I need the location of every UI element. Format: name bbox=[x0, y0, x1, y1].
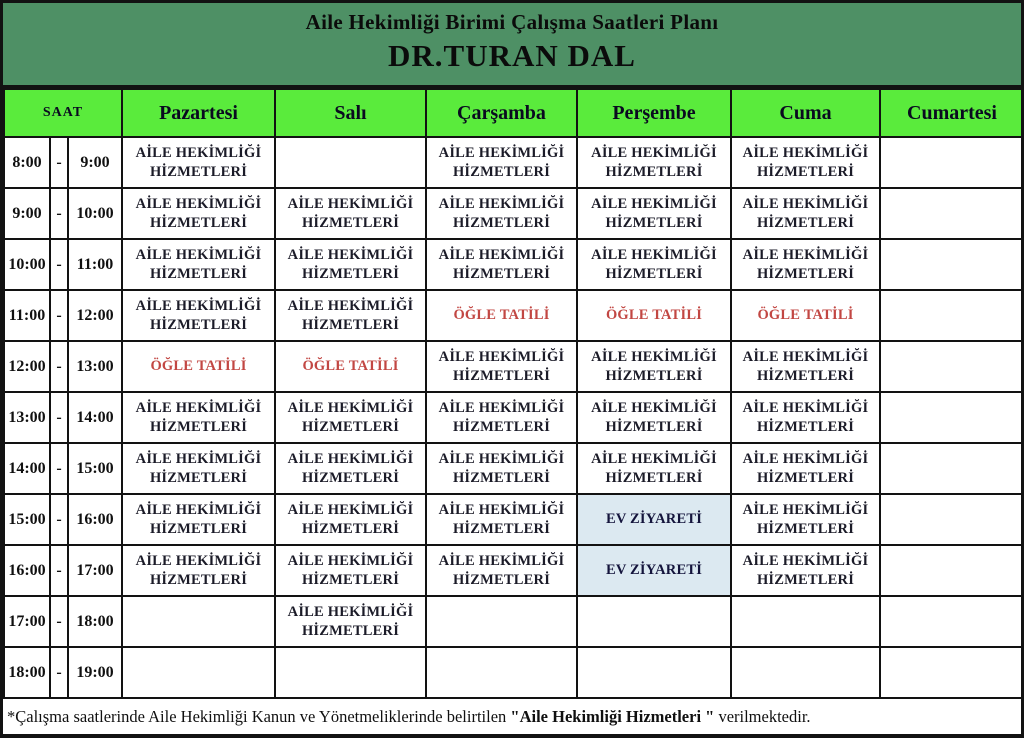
time-end: 14:00 bbox=[68, 392, 122, 443]
footnote-bold: "Aile Hekimliği Hizmetleri " bbox=[510, 706, 715, 726]
page-title: Aile Hekimliği Birimi Çalışma Saatleri Planı bbox=[305, 10, 719, 34]
schedule-cell: AİLE HEKİMLİĞİ HİZMETLERİ bbox=[122, 443, 275, 494]
day-header-saturday: Cumartesi bbox=[880, 89, 1024, 137]
time-separator: - bbox=[50, 341, 68, 392]
schedule-cell: AİLE HEKİMLİĞİ HİZMETLERİ bbox=[122, 188, 275, 239]
schedule-cell: AİLE HEKİMLİĞİ HİZMETLERİ bbox=[731, 494, 880, 545]
schedule-cell bbox=[880, 443, 1024, 494]
schedule-cell: AİLE HEKİMLİĞİ HİZMETLERİ bbox=[731, 341, 880, 392]
schedule-cell: ÖĞLE TATİLİ bbox=[577, 290, 731, 341]
schedule-cell: ÖĞLE TATİLİ bbox=[426, 290, 577, 341]
time-end: 12:00 bbox=[68, 290, 122, 341]
schedule-cell bbox=[880, 188, 1024, 239]
schedule-cell: AİLE HEKİMLİĞİ HİZMETLERİ bbox=[426, 341, 577, 392]
time-end: 10:00 bbox=[68, 188, 122, 239]
schedule-table bbox=[3, 88, 1024, 699]
schedule-cell bbox=[880, 290, 1024, 341]
schedule-cell: AİLE HEKİMLİĞİ HİZMETLERİ bbox=[731, 545, 880, 596]
schedule-cell bbox=[880, 239, 1024, 290]
time-separator: - bbox=[50, 647, 68, 698]
schedule-cell: AİLE HEKİMLİĞİ HİZMETLERİ bbox=[275, 596, 426, 647]
time-separator: - bbox=[50, 290, 68, 341]
schedule-cell: AİLE HEKİMLİĞİ HİZMETLERİ bbox=[577, 341, 731, 392]
schedule-cell bbox=[122, 647, 275, 698]
time-start: 12:00 bbox=[4, 341, 50, 392]
schedule-cell: AİLE HEKİMLİĞİ HİZMETLERİ bbox=[577, 137, 731, 188]
schedule-cell: ÖĞLE TATİLİ bbox=[275, 341, 426, 392]
time-separator: - bbox=[50, 392, 68, 443]
time-end: 11:00 bbox=[68, 239, 122, 290]
schedule-cell: AİLE HEKİMLİĞİ HİZMETLERİ bbox=[577, 188, 731, 239]
doctor-name: DR.TURAN DAL bbox=[388, 38, 636, 73]
schedule-row bbox=[4, 239, 1024, 290]
day-header-friday: Cuma bbox=[731, 89, 880, 137]
time-start: 9:00 bbox=[4, 188, 50, 239]
schedule-cell: AİLE HEKİMLİĞİ HİZMETLERİ bbox=[122, 137, 275, 188]
time-separator: - bbox=[50, 443, 68, 494]
time-end: 19:00 bbox=[68, 647, 122, 698]
time-end: 16:00 bbox=[68, 494, 122, 545]
schedule-cell bbox=[731, 647, 880, 698]
schedule-cell bbox=[275, 647, 426, 698]
schedule-cell: AİLE HEKİMLİĞİ HİZMETLERİ bbox=[426, 545, 577, 596]
schedule-cell: AİLE HEKİMLİĞİ HİZMETLERİ bbox=[275, 290, 426, 341]
time-end: 9:00 bbox=[68, 137, 122, 188]
schedule-cell bbox=[731, 596, 880, 647]
day-header-monday: Pazartesi bbox=[122, 89, 275, 137]
time-start: 17:00 bbox=[4, 596, 50, 647]
schedule-cell bbox=[880, 647, 1024, 698]
schedule-row bbox=[4, 443, 1024, 494]
schedule-cell bbox=[577, 596, 731, 647]
schedule-cell: AİLE HEKİMLİĞİ HİZMETLERİ bbox=[275, 188, 426, 239]
schedule-cell: AİLE HEKİMLİĞİ HİZMETLERİ bbox=[426, 188, 577, 239]
schedule-cell: AİLE HEKİMLİĞİ HİZMETLERİ bbox=[122, 290, 275, 341]
schedule-row bbox=[4, 137, 1024, 188]
time-start: 18:00 bbox=[4, 647, 50, 698]
schedule-cell bbox=[880, 137, 1024, 188]
time-end: 15:00 bbox=[68, 443, 122, 494]
schedule-cell: AİLE HEKİMLİĞİ HİZMETLERİ bbox=[731, 239, 880, 290]
schedule-cell bbox=[880, 392, 1024, 443]
schedule-row bbox=[4, 545, 1024, 596]
footnote-text: *Çalışma saatlerinde Aile Hekimliği Kanun ve Yönetmeliklerinde belirtilen "Aile Hekimliği Hizmetleri " verilmektedir. bbox=[7, 706, 811, 726]
schedule-cell bbox=[880, 494, 1024, 545]
schedule-cell bbox=[880, 545, 1024, 596]
schedule-cell: AİLE HEKİMLİĞİ HİZMETLERİ bbox=[275, 545, 426, 596]
schedule-cell: AİLE HEKİMLİĞİ HİZMETLERİ bbox=[275, 239, 426, 290]
schedule-cell: AİLE HEKİMLİĞİ HİZMETLERİ bbox=[426, 392, 577, 443]
time-start: 8:00 bbox=[4, 137, 50, 188]
schedule-cell: AİLE HEKİMLİĞİ HİZMETLERİ bbox=[731, 137, 880, 188]
footnote bbox=[3, 699, 1021, 734]
title-banner bbox=[3, 3, 1021, 88]
schedule-cell: AİLE HEKİMLİĞİ HİZMETLERİ bbox=[426, 239, 577, 290]
time-start: 10:00 bbox=[4, 239, 50, 290]
schedule-cell bbox=[426, 596, 577, 647]
schedule-row bbox=[4, 188, 1024, 239]
schedule-cell: EV ZİYARETİ bbox=[577, 494, 731, 545]
schedule-cell: AİLE HEKİMLİĞİ HİZMETLERİ bbox=[731, 443, 880, 494]
time-end: 17:00 bbox=[68, 545, 122, 596]
time-start: 11:00 bbox=[4, 290, 50, 341]
schedule-cell bbox=[275, 137, 426, 188]
time-separator: - bbox=[50, 239, 68, 290]
schedule-cell: ÖĞLE TATİLİ bbox=[731, 290, 880, 341]
schedule-cell bbox=[577, 647, 731, 698]
schedule-cell: AİLE HEKİMLİĞİ HİZMETLERİ bbox=[275, 494, 426, 545]
day-header-thursday: Perşembe bbox=[577, 89, 731, 137]
schedule-cell: AİLE HEKİMLİĞİ HİZMETLERİ bbox=[275, 443, 426, 494]
day-header-tuesday: Salı bbox=[275, 89, 426, 137]
schedule-cell: EV ZİYARETİ bbox=[577, 545, 731, 596]
time-start: 13:00 bbox=[4, 392, 50, 443]
schedule-cell: AİLE HEKİMLİĞİ HİZMETLERİ bbox=[122, 239, 275, 290]
time-separator: - bbox=[50, 188, 68, 239]
schedule-row bbox=[4, 290, 1024, 341]
schedule-cell: AİLE HEKİMLİĞİ HİZMETLERİ bbox=[426, 137, 577, 188]
schedule-row bbox=[4, 596, 1024, 647]
time-separator: - bbox=[50, 137, 68, 188]
time-start: 16:00 bbox=[4, 545, 50, 596]
schedule-cell bbox=[122, 596, 275, 647]
time-end: 18:00 bbox=[68, 596, 122, 647]
schedule-cell: AİLE HEKİMLİĞİ HİZMETLERİ bbox=[577, 392, 731, 443]
schedule-cell bbox=[880, 341, 1024, 392]
time-separator: - bbox=[50, 545, 68, 596]
day-header-wednesday: Çarşamba bbox=[426, 89, 577, 137]
schedule-row bbox=[4, 341, 1024, 392]
schedule-cell: AİLE HEKİMLİĞİ HİZMETLERİ bbox=[122, 392, 275, 443]
schedule-row bbox=[4, 494, 1024, 545]
schedule-cell: AİLE HEKİMLİĞİ HİZMETLERİ bbox=[122, 545, 275, 596]
schedule-cell: ÖĞLE TATİLİ bbox=[122, 341, 275, 392]
schedule-cell: AİLE HEKİMLİĞİ HİZMETLERİ bbox=[122, 494, 275, 545]
schedule-row bbox=[4, 392, 1024, 443]
time-column-header: SAAT bbox=[4, 89, 122, 137]
time-start: 15:00 bbox=[4, 494, 50, 545]
schedule-row bbox=[4, 647, 1024, 698]
schedule-cell: AİLE HEKİMLİĞİ HİZMETLERİ bbox=[577, 239, 731, 290]
schedule-cell: AİLE HEKİMLİĞİ HİZMETLERİ bbox=[731, 188, 880, 239]
time-separator: - bbox=[50, 596, 68, 647]
time-start: 14:00 bbox=[4, 443, 50, 494]
schedule-cell: AİLE HEKİMLİĞİ HİZMETLERİ bbox=[426, 494, 577, 545]
schedule-cell: AİLE HEKİMLİĞİ HİZMETLERİ bbox=[426, 443, 577, 494]
schedule-cell: AİLE HEKİMLİĞİ HİZMETLERİ bbox=[731, 392, 880, 443]
time-separator: - bbox=[50, 494, 68, 545]
schedule-cell bbox=[426, 647, 577, 698]
schedule-cell: AİLE HEKİMLİĞİ HİZMETLERİ bbox=[577, 443, 731, 494]
time-end: 13:00 bbox=[68, 341, 122, 392]
header-row bbox=[4, 89, 1024, 137]
schedule-cell bbox=[880, 596, 1024, 647]
schedule-cell: AİLE HEKİMLİĞİ HİZMETLERİ bbox=[275, 392, 426, 443]
